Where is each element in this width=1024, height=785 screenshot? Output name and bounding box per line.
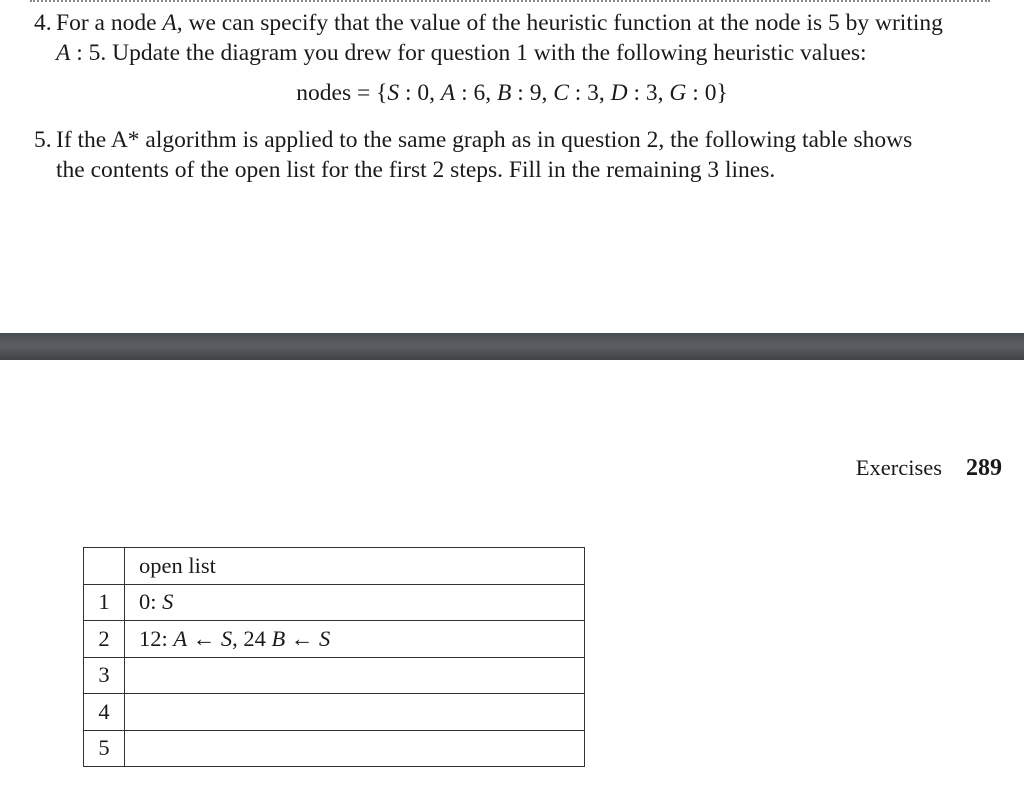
section-title: Exercises (855, 455, 942, 480)
formula-item: A : 6 (440, 80, 486, 106)
formula-node: A (440, 80, 456, 106)
step-number-cell: 1 (84, 584, 125, 621)
table-row (84, 584, 585, 621)
formula-items: S : 0, A : 6, B : 9, C : 3, D : 3, G : 0 (387, 80, 717, 106)
exercise-number: 4. (34, 10, 52, 36)
formula-node: S (387, 80, 400, 106)
running-header (856, 455, 1002, 482)
page-divider-bar (0, 333, 1024, 360)
open-list-cell (125, 694, 585, 731)
formula-value: 0 (704, 80, 717, 106)
table-row (84, 694, 585, 731)
heuristic-formula: nodes = {S : 0, A : 6, B : 9, C : 3, D : 3, G : 0} (296, 80, 728, 106)
formula-item: G : 0 (669, 80, 717, 106)
exercise-number: 5. (34, 127, 52, 153)
exercise-5 (34, 125, 994, 185)
exercise-line: For a node A, we can specify that the value of the heuristic function at the node is 5 by writing (56, 10, 943, 36)
formula-item: C : 3 (553, 80, 599, 106)
table-row (84, 657, 585, 694)
step-number-cell: 4 (84, 694, 125, 731)
exercise-4 (34, 8, 994, 68)
formula-value: 6 (473, 80, 486, 106)
formula-value: 0 (417, 80, 430, 106)
formula-value: 9 (529, 80, 542, 106)
table-header-row (84, 548, 585, 585)
formula-item: D : 3 (610, 80, 658, 106)
open-list-cell (125, 730, 585, 767)
open-list-cell: 0: S (125, 584, 585, 621)
exercise-line: A : 5. Update the diagram you drew for question 1 with the following heuristic values: (56, 40, 867, 66)
page-number: 289 (966, 455, 1002, 481)
formula-node: B (497, 80, 512, 106)
exercise-text (56, 125, 994, 185)
formula-item: S : 0 (387, 80, 430, 106)
table-row (84, 621, 585, 658)
formula-value: 3 (587, 80, 599, 106)
open-list-cell (125, 657, 585, 694)
formula-node: D (610, 80, 628, 106)
open-list-table (83, 547, 585, 767)
table-header-cell: open list (125, 548, 585, 585)
step-number-cell: 2 (84, 621, 125, 658)
table-row (84, 730, 585, 767)
exercise-line: If the A* algorithm is applied to the same graph as in question 2, the following table shows (56, 127, 913, 153)
formula-item: B : 9 (497, 80, 542, 106)
step-number-cell: 5 (84, 730, 125, 767)
step-number-cell: 3 (84, 657, 125, 694)
table-corner-cell (84, 548, 125, 585)
exercise-text (56, 8, 994, 68)
cut-text-line (30, 0, 990, 2)
previous-page (0, 0, 1024, 333)
formula-value: 3 (645, 80, 658, 106)
open-list-cell: 12: A ← S, 24 B ← S (125, 621, 585, 658)
exercise-line: the contents of the open list for the first 2 steps. Fill in the remaining 3 lines. (56, 157, 776, 183)
formula-node: G (669, 80, 687, 106)
formula-node: C (553, 80, 569, 106)
